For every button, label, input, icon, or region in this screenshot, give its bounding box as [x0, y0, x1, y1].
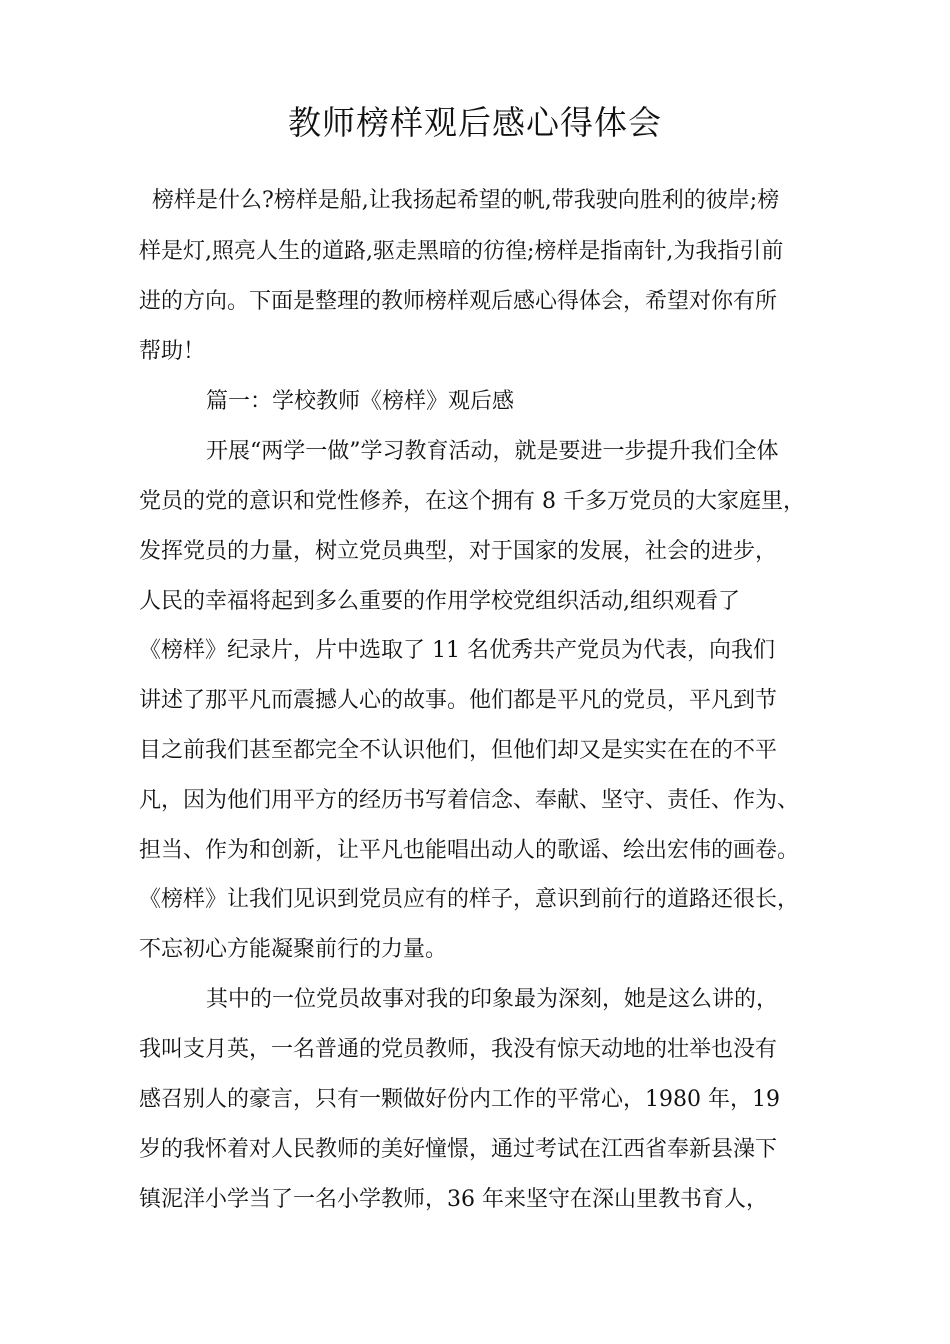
paragraph-line: 样是灯,照亮人生的道路,驱走黑暗的彷徨;榜样是指南针,为我指引前: [139, 239, 784, 264]
paragraph-line: 人民的幸福将起到多么重要的作用学校党组织活动,组织观看了: [139, 589, 740, 614]
paragraph-line: 担当、作为和创新，让平凡也能唱出动人的歌谣、绘出宏伟的画卷。: [139, 838, 800, 863]
paragraph-line: 凡，因为他们用平方的经历书写着信念、奉献、坚守、责任、作为、: [139, 788, 800, 813]
paragraph-line: 镇泥洋小学当了一名小学教师，36 年来坚守在深山里教书育人，: [139, 1187, 768, 1212]
paragraph-line: 进的方向。下面是整理的教师榜样观后感心得体会，希望对你有所: [139, 289, 778, 314]
paragraph-line: 开展“两学一做”学习教育活动，就是要进一步提升我们全体: [206, 439, 779, 464]
document-title: 教师榜样观后感心得体会: [288, 103, 662, 142]
paragraph-line: 不忘初心方能凝聚前行的力量。: [139, 937, 448, 962]
paragraph-line: 帮助！: [139, 339, 206, 364]
paragraph-line: 感召别人的豪言，只有一颗做好份内工作的平常心，1980 年，19: [139, 1087, 780, 1112]
paragraph-line: 我叫支月英，一名普通的党员教师，我没有惊天动地的壮举也没有: [139, 1037, 778, 1062]
paragraph-line: 《榜样》让我们见识到党员应有的样子，意识到前行的道路还很长，: [139, 887, 800, 912]
paragraph-line: 党员的党的意识和党性修养，在这个拥有 8 千多万党员的大家庭里，: [139, 489, 805, 514]
paragraph-line: 其中的一位党员故事对我的印象最为深刻，她是这么讲的，: [206, 987, 779, 1012]
paragraph-line: 《榜样》纪录片，片中选取了 11 名优秀共产党员为代表，向我们: [139, 638, 775, 663]
section-heading: 篇一：学校教师《榜样》观后感: [206, 389, 515, 414]
paragraph-line: 榜样是什么?榜样是船,让我扬起希望的帆,带我驶向胜利的彼岸;榜: [152, 188, 780, 213]
paragraph-line: 目之前我们甚至都完全不认识他们，但他们却又是实实在在的不平: [139, 738, 778, 763]
paragraph-line: 讲述了那平凡而震撼人心的故事。他们都是平凡的党员，平凡到节: [139, 688, 778, 713]
paragraph-line: 发挥党员的力量，树立党员典型，对于国家的发展，社会的进步，: [139, 539, 778, 564]
paragraph-line: 岁的我怀着对人民教师的美好憧憬，通过考试在江西省奉新县澡下: [139, 1137, 778, 1162]
